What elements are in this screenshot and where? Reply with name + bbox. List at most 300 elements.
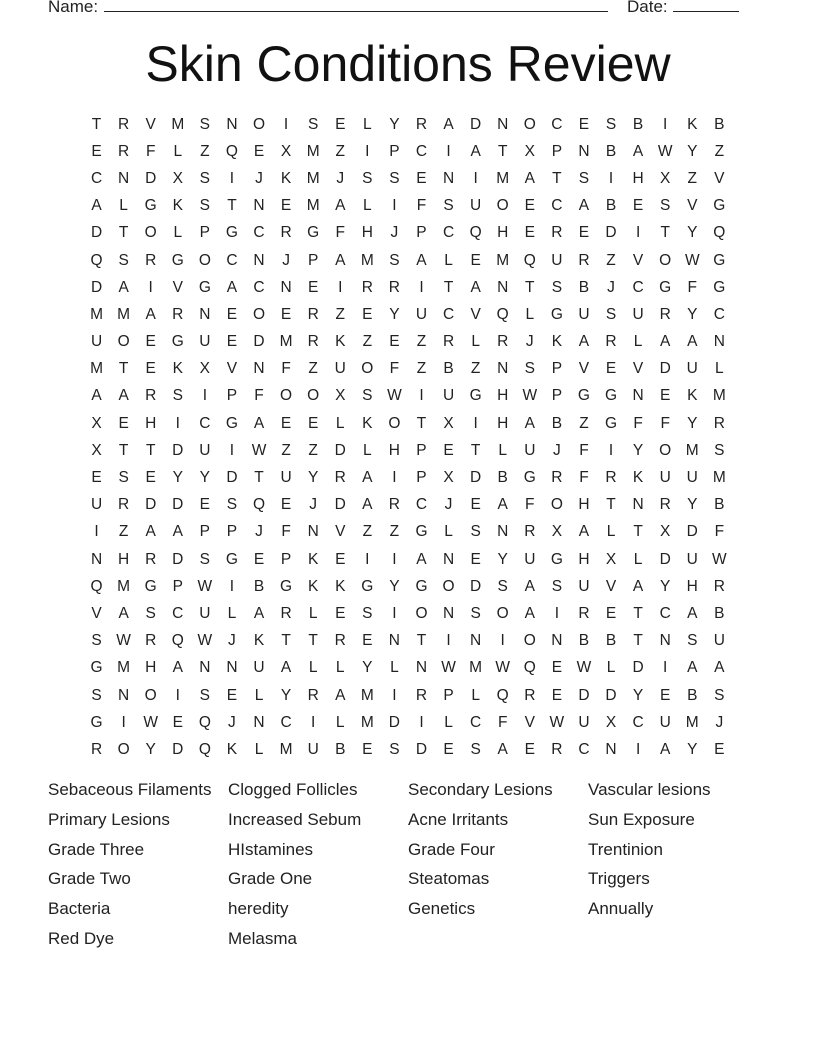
grid-letter[interactable]: W: [116, 632, 131, 650]
grid-letter[interactable]: A: [578, 197, 590, 215]
grid-letter[interactable]: H: [578, 550, 590, 568]
grid-letter[interactable]: M: [306, 142, 320, 160]
grid-letter[interactable]: E: [145, 333, 156, 351]
grid-letter[interactable]: L: [606, 659, 616, 677]
grid-letter[interactable]: Z: [335, 305, 345, 323]
grid-letter[interactable]: D: [172, 441, 184, 459]
grid-letter[interactable]: T: [633, 632, 643, 650]
grid-letter[interactable]: W: [549, 713, 565, 731]
grid-letter[interactable]: D: [659, 360, 671, 378]
grid-letter[interactable]: U: [686, 360, 698, 378]
grid-letter[interactable]: A: [416, 550, 427, 568]
grid-letter[interactable]: A: [660, 333, 671, 351]
grid-letter[interactable]: I: [663, 115, 668, 133]
grid-letter[interactable]: E: [524, 224, 535, 242]
grid-letter[interactable]: D: [90, 278, 103, 296]
grid-letter[interactable]: I: [338, 278, 343, 296]
grid-letter[interactable]: N: [442, 604, 455, 622]
grid-letter[interactable]: K: [307, 577, 319, 595]
grid-letter[interactable]: F: [145, 142, 156, 160]
grid-letter[interactable]: E: [524, 197, 535, 215]
grid-letter[interactable]: T: [118, 360, 129, 378]
grid-letter[interactable]: N: [90, 550, 103, 568]
grid-letter[interactable]: N: [199, 305, 211, 323]
grid-letter[interactable]: H: [497, 387, 509, 405]
grid-letter[interactable]: B: [687, 686, 698, 704]
grid-letter[interactable]: I: [446, 142, 451, 160]
grid-letter[interactable]: B: [578, 278, 590, 296]
grid-letter[interactable]: H: [361, 224, 373, 242]
grid-letter[interactable]: I: [392, 469, 397, 487]
grid-letter[interactable]: M: [496, 251, 510, 269]
grid-letter[interactable]: N: [442, 169, 455, 187]
grid-letter[interactable]: R: [334, 632, 346, 650]
grid-letter[interactable]: S: [497, 577, 508, 595]
grid-letter[interactable]: T: [660, 224, 670, 242]
grid-letter[interactable]: I: [500, 632, 505, 650]
grid-letter[interactable]: K: [362, 414, 373, 432]
grid-letter[interactable]: B: [253, 577, 265, 595]
grid-letter[interactable]: R: [145, 632, 157, 650]
grid-letter[interactable]: N: [253, 360, 265, 378]
grid-letter[interactable]: T: [552, 169, 562, 187]
grid-letter[interactable]: R: [442, 333, 455, 351]
grid-letter[interactable]: T: [497, 142, 508, 160]
grid-letter[interactable]: E: [335, 604, 346, 622]
grid-letter[interactable]: G: [144, 197, 157, 215]
grid-letter[interactable]: J: [715, 713, 724, 731]
grid-letter[interactable]: J: [336, 169, 345, 187]
grid-letter[interactable]: S: [199, 115, 211, 133]
grid-letter[interactable]: T: [633, 604, 643, 622]
grid-letter[interactable]: F: [281, 523, 291, 541]
grid-letter[interactable]: B: [714, 496, 725, 514]
grid-letter[interactable]: S: [687, 632, 698, 650]
grid-letter[interactable]: U: [578, 713, 590, 731]
grid-letter[interactable]: Z: [335, 142, 345, 160]
grid-letter[interactable]: Z: [308, 360, 318, 378]
grid-letter[interactable]: H: [632, 169, 644, 187]
grid-letter[interactable]: Z: [416, 360, 427, 378]
grid-letter[interactable]: N: [415, 659, 428, 677]
grid-letter[interactable]: G: [550, 305, 563, 323]
grid-letter[interactable]: K: [335, 577, 346, 595]
grid-letter[interactable]: M: [685, 713, 699, 731]
grid-letter[interactable]: W: [684, 251, 700, 269]
grid-letter[interactable]: G: [523, 469, 536, 487]
grid-letter[interactable]: H: [145, 659, 157, 677]
grid-letter[interactable]: E: [443, 740, 454, 758]
grid-letter[interactable]: S: [660, 197, 671, 215]
grid-letter[interactable]: A: [632, 142, 644, 160]
grid-letter[interactable]: C: [172, 604, 184, 622]
grid-letter[interactable]: A: [578, 523, 590, 541]
grid-letter[interactable]: V: [714, 169, 725, 187]
grid-letter[interactable]: H: [388, 441, 400, 459]
grid-letter[interactable]: L: [715, 360, 724, 378]
grid-letter[interactable]: I: [554, 604, 560, 622]
grid-letter[interactable]: I: [229, 441, 235, 459]
grid-letter[interactable]: V: [524, 713, 535, 731]
grid-letter[interactable]: N: [388, 632, 400, 650]
grid-letter[interactable]: A: [172, 659, 183, 677]
grid-letter[interactable]: N: [307, 523, 319, 541]
grid-letter[interactable]: H: [118, 550, 130, 568]
grid-letter[interactable]: H: [497, 414, 509, 432]
grid-letter[interactable]: O: [496, 604, 509, 622]
grid-letter[interactable]: D: [415, 740, 428, 758]
grid-letter[interactable]: S: [714, 441, 725, 459]
grid-letter[interactable]: V: [172, 278, 183, 296]
grid-letter[interactable]: W: [387, 387, 402, 405]
grid-letter[interactable]: L: [119, 197, 128, 215]
grid-letter[interactable]: F: [497, 713, 508, 731]
grid-letter[interactable]: X: [605, 550, 617, 568]
grid-letter[interactable]: X: [91, 414, 102, 432]
grid-letter[interactable]: B: [578, 632, 590, 650]
grid-letter[interactable]: C: [90, 169, 103, 187]
grid-letter[interactable]: S: [605, 305, 617, 323]
grid-letter[interactable]: R: [551, 740, 563, 758]
grid-letter[interactable]: Z: [579, 414, 589, 432]
grid-letter[interactable]: O: [659, 441, 672, 459]
grid-letter[interactable]: R: [415, 686, 428, 704]
grid-letter[interactable]: G: [415, 523, 428, 541]
grid-letter[interactable]: I: [608, 441, 614, 459]
grid-letter[interactable]: B: [335, 740, 346, 758]
grid-letter[interactable]: G: [171, 333, 184, 351]
grid-letter[interactable]: N: [605, 740, 617, 758]
grid-letter[interactable]: I: [202, 387, 207, 405]
grid-letter[interactable]: D: [605, 686, 617, 704]
grid-letter[interactable]: A: [497, 740, 508, 758]
grid-letter[interactable]: S: [307, 115, 319, 133]
grid-letter[interactable]: I: [229, 169, 235, 187]
grid-letter[interactable]: P: [226, 387, 238, 405]
grid-letter[interactable]: G: [225, 224, 238, 242]
grid-letter[interactable]: A: [524, 414, 535, 432]
grid-letter[interactable]: L: [606, 523, 616, 541]
grid-letter[interactable]: Q: [90, 577, 103, 595]
grid-letter[interactable]: F: [579, 441, 589, 459]
grid-letter[interactable]: F: [525, 496, 535, 514]
grid-letter[interactable]: A: [253, 604, 265, 622]
grid-letter[interactable]: B: [443, 360, 454, 378]
grid-letter[interactable]: S: [470, 523, 481, 541]
grid-letter[interactable]: S: [172, 387, 183, 405]
grid-letter[interactable]: Z: [687, 169, 697, 187]
grid-letter[interactable]: T: [416, 632, 427, 650]
grid-letter[interactable]: A: [470, 278, 481, 296]
grid-letter[interactable]: A: [470, 142, 481, 160]
grid-letter[interactable]: M: [279, 740, 293, 758]
grid-letter[interactable]: F: [389, 360, 400, 378]
grid-letter[interactable]: P: [551, 360, 563, 378]
grid-letter[interactable]: F: [254, 387, 264, 405]
grid-letter[interactable]: V: [687, 197, 698, 215]
grid-letter[interactable]: R: [659, 496, 671, 514]
grid-letter[interactable]: L: [254, 686, 264, 704]
grid-letter[interactable]: M: [712, 469, 726, 487]
grid-letter[interactable]: J: [444, 496, 453, 514]
grid-letter[interactable]: H: [497, 224, 509, 242]
grid-letter[interactable]: C: [470, 713, 482, 731]
grid-letter[interactable]: D: [172, 740, 184, 758]
grid-letter[interactable]: I: [175, 686, 180, 704]
grid-letter[interactable]: E: [280, 414, 292, 432]
grid-letter[interactable]: R: [388, 278, 400, 296]
grid-letter[interactable]: E: [253, 142, 265, 160]
grid-letter[interactable]: Y: [389, 305, 400, 323]
grid-letter[interactable]: F: [660, 414, 670, 432]
grid-letter[interactable]: I: [365, 142, 370, 160]
grid-letter[interactable]: U: [659, 469, 671, 487]
grid-letter[interactable]: T: [308, 632, 318, 650]
grid-letter[interactable]: N: [199, 659, 211, 677]
grid-letter[interactable]: S: [199, 550, 211, 568]
grid-letter[interactable]: A: [91, 387, 102, 405]
grid-letter[interactable]: G: [469, 387, 482, 405]
grid-letter[interactable]: K: [172, 197, 183, 215]
grid-letter[interactable]: E: [226, 686, 238, 704]
grid-letter[interactable]: C: [442, 224, 455, 242]
grid-letter[interactable]: T: [281, 632, 291, 650]
grid-letter[interactable]: R: [145, 251, 157, 269]
grid-letter[interactable]: R: [415, 115, 428, 133]
grid-letter[interactable]: O: [117, 333, 130, 351]
grid-letter[interactable]: L: [335, 414, 345, 432]
grid-letter[interactable]: R: [145, 387, 157, 405]
grid-letter[interactable]: M: [279, 333, 293, 351]
grid-letter[interactable]: U: [659, 713, 671, 731]
grid-letter[interactable]: S: [551, 577, 563, 595]
grid-letter[interactable]: E: [307, 278, 319, 296]
grid-letter[interactable]: L: [173, 224, 183, 242]
grid-letter[interactable]: K: [253, 632, 265, 650]
grid-letter[interactable]: S: [91, 686, 102, 704]
grid-letter[interactable]: T: [443, 278, 454, 296]
grid-letter[interactable]: A: [226, 278, 238, 296]
grid-letter[interactable]: D: [226, 469, 238, 487]
grid-letter[interactable]: I: [392, 604, 397, 622]
grid-letter[interactable]: R: [145, 550, 157, 568]
grid-letter[interactable]: K: [687, 387, 698, 405]
grid-letter[interactable]: Q: [496, 686, 509, 704]
grid-letter[interactable]: A: [362, 496, 373, 514]
grid-letter[interactable]: F: [416, 197, 427, 215]
grid-letter[interactable]: Y: [687, 142, 698, 160]
grid-letter[interactable]: E: [280, 305, 292, 323]
grid-letter[interactable]: Z: [416, 333, 427, 351]
grid-letter[interactable]: B: [632, 115, 644, 133]
grid-letter[interactable]: X: [660, 169, 671, 187]
grid-letter[interactable]: U: [253, 659, 265, 677]
grid-letter[interactable]: N: [470, 632, 482, 650]
grid-letter[interactable]: K: [687, 115, 698, 133]
grid-letter[interactable]: I: [94, 523, 99, 541]
grid-letter[interactable]: V: [578, 360, 590, 378]
grid-letter[interactable]: E: [470, 550, 481, 568]
grid-letter[interactable]: R: [90, 740, 103, 758]
grid-letter[interactable]: S: [118, 469, 129, 487]
grid-letter[interactable]: O: [198, 251, 211, 269]
grid-letter[interactable]: M: [171, 115, 185, 133]
grid-letter[interactable]: P: [389, 142, 400, 160]
grid-letter[interactable]: E: [91, 142, 102, 160]
grid-letter[interactable]: N: [118, 686, 130, 704]
grid-letter[interactable]: I: [446, 632, 451, 650]
grid-letter[interactable]: X: [443, 414, 454, 432]
grid-letter[interactable]: P: [416, 224, 427, 242]
grid-letter[interactable]: A: [280, 659, 292, 677]
grid-letter[interactable]: C: [713, 305, 725, 323]
grid-letter[interactable]: E: [91, 469, 102, 487]
grid-letter[interactable]: M: [90, 360, 103, 378]
grid-letter[interactable]: N: [497, 278, 509, 296]
grid-letter[interactable]: L: [173, 142, 183, 160]
grid-letter[interactable]: B: [605, 632, 617, 650]
grid-letter[interactable]: C: [551, 115, 563, 133]
grid-letter[interactable]: E: [362, 305, 373, 323]
grid-letter[interactable]: G: [604, 387, 618, 405]
grid-letter[interactable]: Q: [171, 632, 184, 650]
grid-letter[interactable]: A: [687, 604, 698, 622]
grid-letter[interactable]: A: [172, 523, 183, 541]
grid-letter[interactable]: U: [199, 604, 211, 622]
grid-letter[interactable]: N: [632, 496, 644, 514]
grid-letter[interactable]: S: [389, 169, 400, 187]
grid-letter[interactable]: G: [225, 550, 238, 568]
grid-letter[interactable]: J: [282, 251, 290, 269]
grid-letter[interactable]: S: [199, 169, 211, 187]
grid-letter[interactable]: L: [633, 550, 643, 568]
grid-letter[interactable]: G: [550, 550, 563, 568]
grid-letter[interactable]: Y: [660, 577, 671, 595]
grid-letter[interactable]: E: [335, 550, 346, 568]
grid-letter[interactable]: J: [228, 713, 236, 731]
grid-letter[interactable]: J: [255, 169, 263, 187]
grid-letter[interactable]: P: [199, 523, 211, 541]
grid-letter[interactable]: V: [91, 604, 102, 622]
grid-letter[interactable]: J: [552, 441, 561, 459]
grid-letter[interactable]: Z: [470, 360, 481, 378]
grid-letter[interactable]: Q: [198, 713, 211, 731]
grid-letter[interactable]: A: [335, 197, 346, 215]
grid-letter[interactable]: Q: [90, 251, 103, 269]
grid-letter[interactable]: W: [576, 659, 592, 677]
grid-letter[interactable]: I: [635, 224, 641, 242]
grid-letter[interactable]: A: [497, 496, 508, 514]
grid-letter[interactable]: J: [309, 496, 318, 514]
grid-letter[interactable]: D: [632, 659, 644, 677]
grid-letter[interactable]: A: [443, 115, 454, 133]
grid-letter[interactable]: O: [523, 115, 536, 133]
grid-letter[interactable]: I: [175, 414, 180, 432]
grid-letter[interactable]: L: [254, 740, 264, 758]
grid-letter[interactable]: X: [551, 523, 563, 541]
grid-letter[interactable]: G: [198, 278, 211, 296]
grid-letter[interactable]: G: [713, 278, 726, 296]
grid-letter[interactable]: I: [635, 740, 641, 758]
grid-letter[interactable]: S: [714, 686, 725, 704]
grid-letter[interactable]: Y: [389, 115, 400, 133]
grid-letter[interactable]: T: [633, 523, 643, 541]
grid-letter[interactable]: C: [415, 496, 428, 514]
grid-letter[interactable]: A: [118, 604, 129, 622]
grid-letter[interactable]: D: [388, 713, 400, 731]
grid-letter[interactable]: S: [524, 360, 535, 378]
grid-letter[interactable]: C: [659, 604, 671, 622]
grid-letter[interactable]: G: [415, 577, 428, 595]
grid-letter[interactable]: Q: [713, 224, 726, 242]
grid-letter[interactable]: V: [632, 360, 644, 378]
grid-letter[interactable]: E: [307, 414, 319, 432]
grid-letter[interactable]: U: [280, 469, 292, 487]
grid-letter[interactable]: G: [307, 224, 320, 242]
grid-letter[interactable]: R: [118, 115, 130, 133]
grid-letter[interactable]: I: [311, 713, 316, 731]
grid-letter[interactable]: U: [199, 333, 211, 351]
grid-letter[interactable]: G: [713, 197, 726, 215]
grid-letter[interactable]: R: [118, 142, 130, 160]
grid-letter[interactable]: R: [307, 305, 319, 323]
grid-letter[interactable]: A: [524, 577, 535, 595]
grid-letter[interactable]: U: [551, 251, 563, 269]
grid-letter[interactable]: N: [659, 632, 671, 650]
grid-letter[interactable]: X: [335, 387, 346, 405]
grid-letter[interactable]: V: [605, 577, 617, 595]
grid-letter[interactable]: S: [226, 496, 238, 514]
grid-letter[interactable]: P: [280, 550, 292, 568]
grid-letter[interactable]: Y: [307, 469, 319, 487]
grid-letter[interactable]: E: [280, 496, 292, 514]
grid-letter[interactable]: R: [551, 224, 563, 242]
grid-letter[interactable]: T: [145, 441, 156, 459]
grid-letter[interactable]: R: [361, 278, 373, 296]
grid-letter[interactable]: V: [632, 251, 644, 269]
grid-letter[interactable]: C: [442, 305, 455, 323]
grid-letter[interactable]: E: [389, 333, 400, 351]
grid-letter[interactable]: Z: [118, 523, 129, 541]
grid-letter[interactable]: W: [197, 577, 213, 595]
grid-letter[interactable]: L: [227, 604, 237, 622]
grid-letter[interactable]: J: [228, 632, 236, 650]
grid-letter[interactable]: S: [362, 387, 373, 405]
grid-letter[interactable]: U: [470, 197, 482, 215]
grid-letter[interactable]: S: [199, 686, 211, 704]
grid-letter[interactable]: E: [226, 305, 238, 323]
grid-letter[interactable]: X: [172, 169, 183, 187]
grid-letter[interactable]: L: [498, 441, 508, 459]
grid-letter[interactable]: E: [632, 197, 644, 215]
grid-letter[interactable]: P: [307, 251, 319, 269]
grid-letter[interactable]: E: [253, 550, 265, 568]
grid-letter[interactable]: E: [172, 713, 183, 731]
grid-letter[interactable]: A: [118, 278, 129, 296]
grid-letter[interactable]: G: [280, 577, 293, 595]
grid-letter[interactable]: E: [145, 469, 156, 487]
grid-letter[interactable]: M: [306, 197, 320, 215]
grid-letter[interactable]: Z: [362, 333, 373, 351]
grid-letter[interactable]: Y: [389, 577, 400, 595]
grid-letter[interactable]: L: [363, 115, 372, 133]
grid-letter[interactable]: O: [252, 115, 266, 133]
grid-letter[interactable]: T: [227, 197, 237, 215]
grid-letter[interactable]: E: [280, 197, 292, 215]
grid-letter[interactable]: I: [121, 713, 126, 731]
grid-letter[interactable]: F: [687, 278, 697, 296]
grid-letter[interactable]: Q: [252, 496, 266, 514]
